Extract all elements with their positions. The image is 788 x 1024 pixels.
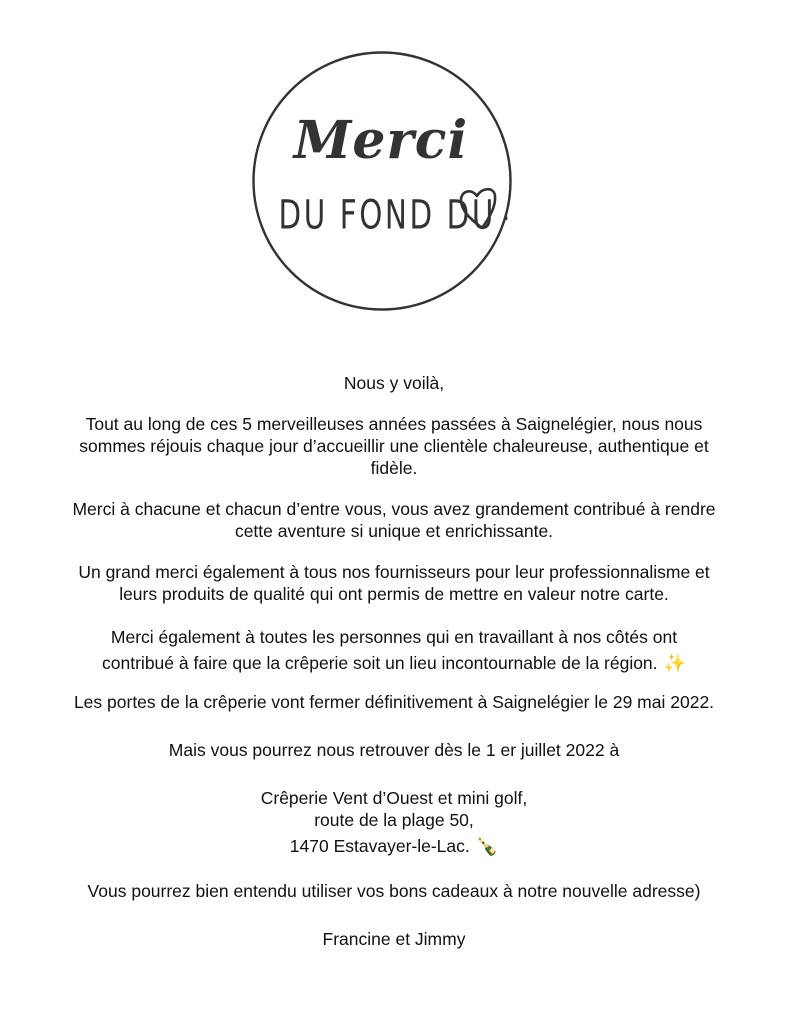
new-location-intro: Mais vous pourrez nous retrouver dès le 1 er juillet 2022 à: [168, 740, 620, 760]
paragraph-suppliers-line-1: Un grand merci également à tous nos fournisseurs pour leur professionnalisme et: [78, 562, 710, 582]
merci-logo: [251, 50, 513, 312]
paragraph-years: [0, 413, 788, 479]
merci-logo-graphic: [251, 50, 513, 312]
address-line-3-text: 1470 Estavayer-le-Lac.: [289, 836, 470, 856]
vouchers-note: Vous pourrez bien entendu utiliser vos bons cadeaux à notre nouvelle adresse): [87, 881, 701, 901]
logo-script-text: Merci: [293, 110, 469, 171]
thank-you-message: [0, 372, 788, 969]
paragraph-suppliers: [0, 561, 788, 605]
signature: Francine et Jimmy: [322, 929, 466, 949]
paragraph-staff-line-2-text: contribué à faire que la crêperie soit un lieu incontournable de la région.: [102, 653, 658, 673]
address-line-2: route de la plage 50,: [314, 810, 474, 830]
greeting: Nous y voilà,: [343, 373, 445, 393]
logo-period: .: [501, 193, 511, 228]
paragraph-years-line-1: Tout au long de ces 5 merveilleuses années passées à Saignelégier, nous nous: [85, 414, 703, 434]
paragraph-staff-line-1: Merci également à toutes les personnes qui en travaillant à nos côtés ont: [110, 627, 678, 647]
paragraph-years-line-3: fidèle.: [370, 458, 418, 478]
paragraph-suppliers-line-2: leurs produits de qualité qui ont permis de mettre en valeur notre carte.: [119, 584, 669, 604]
logo-caps-text: DU FOND DU: [278, 191, 496, 239]
closing-notice: Les portes de la crêperie vont fermer définitivement à Saignelégier le 29 mai 2022.: [73, 692, 715, 712]
paragraph-customers: [0, 498, 788, 542]
paragraph-staff: [0, 624, 788, 677]
new-address: [0, 787, 788, 858]
paragraph-years-line-2: sommes réjouis chaque jour d’accueillir une clientèle chaleureuse, authentique et: [79, 436, 709, 456]
paragraph-staff-line-2: [0, 650, 788, 677]
champagne-bottle-icon: 🍾: [475, 836, 499, 857]
paragraph-customers-line-1: Merci à chacune et chacun d’entre vous, vous avez grandement contribué à rendre: [72, 499, 716, 519]
address-line-1: Crêperie Vent d’Ouest et mini golf,: [260, 788, 528, 808]
sparkles-icon: ✨: [663, 653, 686, 674]
logo-circle: [254, 53, 511, 310]
paragraph-customers-line-2: cette aventure si unique et enrichissante.: [234, 521, 554, 541]
address-line-3: [0, 835, 788, 858]
